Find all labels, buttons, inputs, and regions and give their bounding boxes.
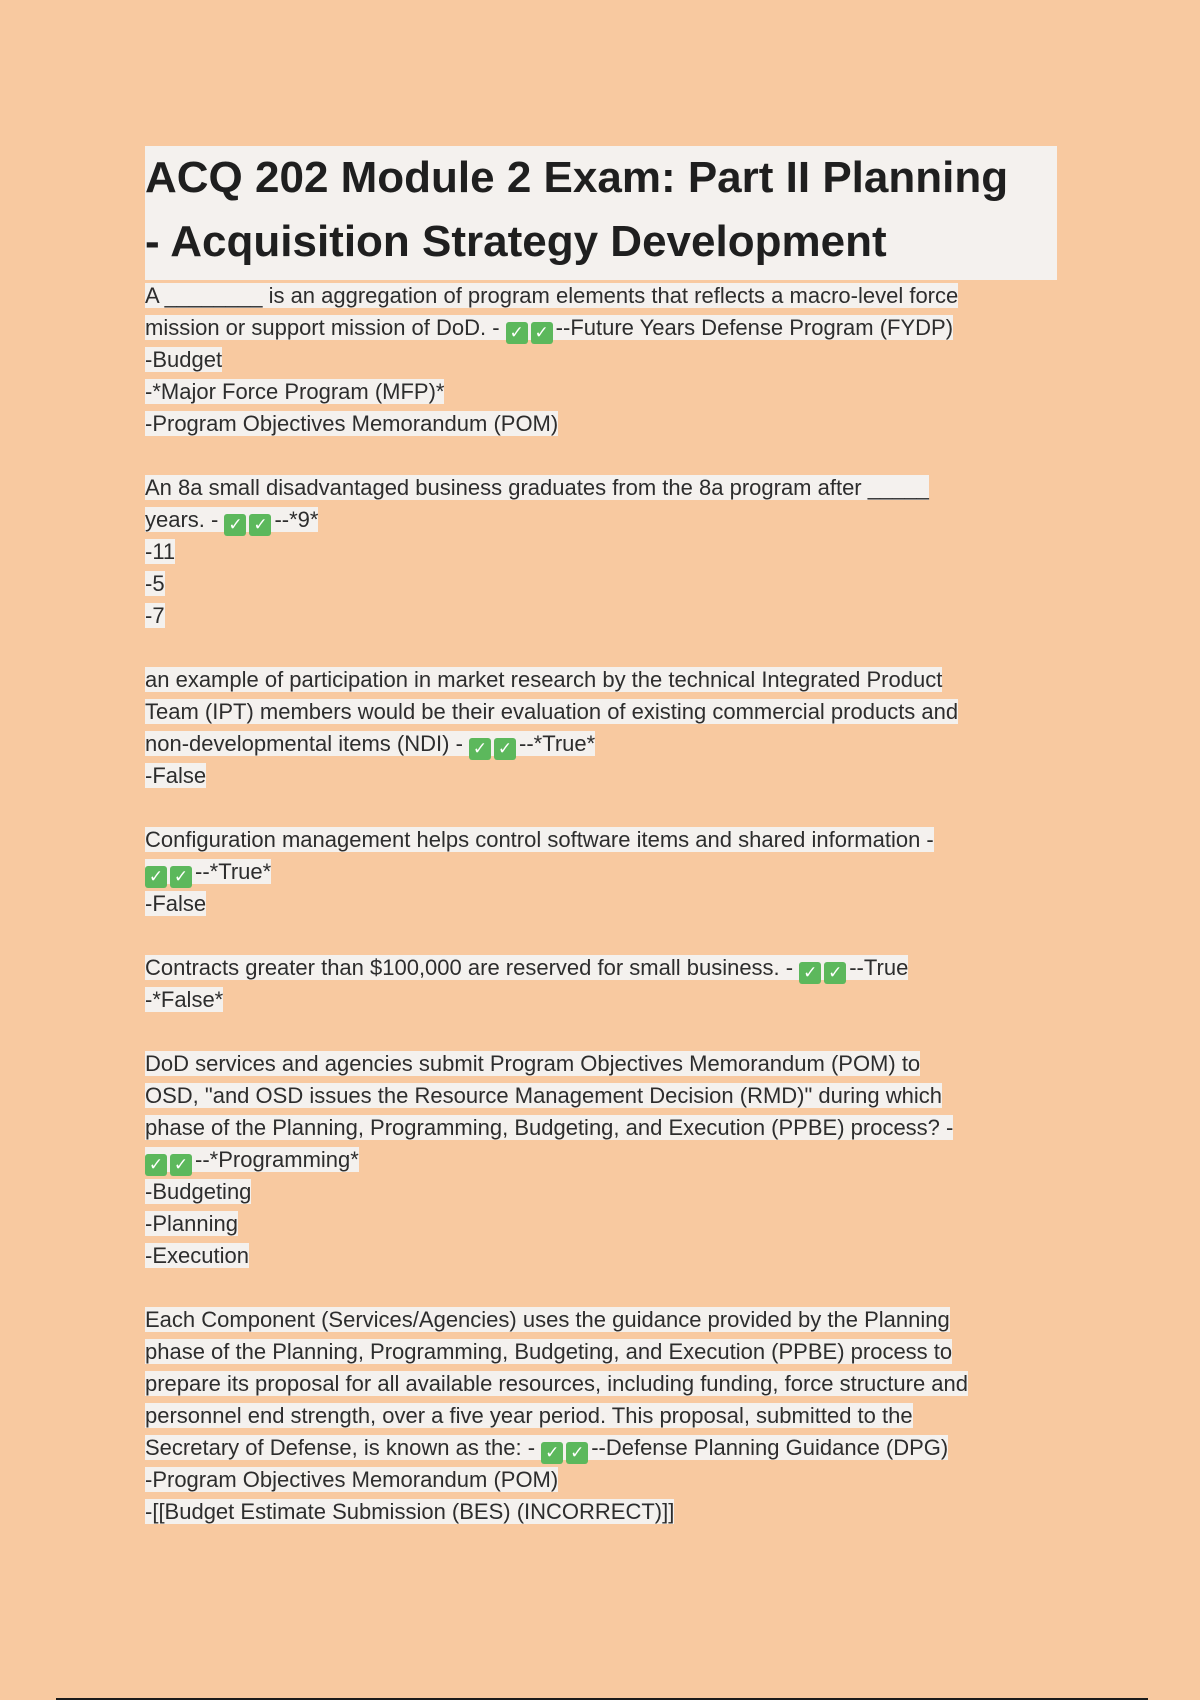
highlighted-text	[145, 1435, 949, 1463]
text-segment: phase of the Planning, Programming, Budgeting, and Execution (PPBE) process to	[145, 1339, 953, 1364]
check-mark-icon: ✓	[494, 738, 516, 760]
highlighted-text	[145, 827, 934, 852]
check-mark-icon: ✓	[824, 962, 846, 984]
question-block	[145, 952, 1065, 1016]
text-segment: -False	[145, 763, 207, 788]
document-title	[145, 146, 1057, 280]
highlighted-text	[145, 539, 175, 564]
text-segment: DoD services and agencies submit Program Objectives Memorandum (POM) to	[145, 1051, 921, 1076]
question-line	[145, 1080, 1065, 1112]
text-segment: -Execution	[145, 1243, 249, 1268]
question-line	[145, 1464, 1065, 1496]
text-segment: --*Programming*	[195, 1147, 359, 1172]
text-segment: -Program Objectives Memorandum (POM)	[145, 411, 559, 436]
question-block	[145, 824, 1065, 920]
text-segment: -5	[145, 571, 165, 596]
highlighted-text	[145, 1179, 251, 1204]
question-line	[145, 600, 1065, 632]
check-mark-icon: ✓	[469, 738, 491, 760]
question-block	[145, 1048, 1065, 1272]
text-segment: non-developmental items (NDI) -	[145, 731, 470, 756]
question-line	[145, 824, 1065, 856]
question-line	[145, 760, 1065, 792]
text-segment: phase of the Planning, Programming, Budgeting, and Execution (PPBE) process? -	[145, 1115, 954, 1140]
question-line	[145, 1432, 1065, 1464]
highlighted-text	[145, 507, 319, 535]
question-line	[145, 280, 1065, 312]
highlighted-text	[145, 475, 929, 500]
question-line	[145, 408, 1065, 440]
highlighted-text	[145, 955, 909, 983]
answer-check-marks	[799, 955, 849, 983]
highlighted-text	[145, 379, 444, 404]
highlighted-text	[145, 1211, 238, 1236]
document-page	[145, 146, 1065, 1528]
question-line	[145, 1176, 1065, 1208]
question-line	[145, 1496, 1065, 1528]
answer-check-marks	[506, 315, 556, 343]
highlighted-text	[145, 347, 222, 372]
text-segment: Each Component (Services/Agencies) uses the guidance provided by the Planning	[145, 1307, 950, 1332]
text-segment: -*Major Force Program (MFP)*	[145, 379, 445, 404]
question-list	[145, 280, 1065, 1528]
question-line	[145, 536, 1065, 568]
question-line	[145, 664, 1065, 696]
text-segment: an example of participation in market research by the technical Integrated Product	[145, 667, 943, 692]
question-line	[145, 568, 1065, 600]
question-block	[145, 664, 1065, 792]
text-segment: OSD, "and OSD issues the Resource Management Decision (RMD)" during which	[145, 1083, 942, 1108]
title-line-2: - Acquisition Strategy Development	[145, 217, 887, 266]
text-segment: Configuration management helps control software items and shared information -	[145, 827, 934, 852]
answer-check-marks	[145, 1147, 195, 1175]
highlighted-text	[145, 1307, 950, 1332]
question-line	[145, 1304, 1065, 1336]
text-segment: personnel end strength, over a five year period. This proposal, submitted to the	[145, 1403, 913, 1428]
highlighted-text	[145, 1051, 920, 1076]
text-segment: -*False*	[145, 987, 224, 1012]
highlighted-text	[145, 1243, 249, 1268]
highlighted-text	[145, 411, 558, 436]
highlighted-text	[145, 571, 165, 596]
text-segment: Contracts greater than $100,000 are reserved for small business. -	[145, 955, 800, 980]
check-mark-icon: ✓	[224, 514, 246, 536]
answer-check-marks	[224, 507, 274, 535]
highlighted-text	[145, 1467, 558, 1492]
text-segment: -False	[145, 891, 207, 916]
text-segment: -Budgeting	[145, 1179, 252, 1204]
text-segment: A ________ is an aggregation of program elements that reflects a macro-level force	[145, 283, 959, 308]
check-mark-icon: ✓	[541, 1442, 563, 1464]
question-line	[145, 856, 1065, 888]
text-segment: --*True*	[195, 859, 272, 884]
highlighted-text	[145, 603, 165, 628]
highlighted-text	[145, 283, 958, 308]
text-segment: An 8a small disadvantaged business graduates from the 8a program after _____	[145, 475, 929, 500]
text-segment: -Program Objectives Memorandum (POM)	[145, 1467, 559, 1492]
text-segment: --*9*	[274, 507, 319, 532]
question-line	[145, 472, 1065, 504]
answer-check-marks	[145, 859, 195, 887]
question-line	[145, 1336, 1065, 1368]
text-segment: mission or support mission of DoD. -	[145, 315, 506, 340]
check-mark-icon: ✓	[799, 962, 821, 984]
highlighted-text	[145, 1115, 953, 1140]
text-segment: -[[Budget Estimate Submission (BES) (INCORRECT)]]	[145, 1499, 675, 1524]
check-mark-icon: ✓	[506, 322, 528, 344]
check-mark-icon: ✓	[145, 1154, 167, 1176]
question-line	[145, 1112, 1065, 1144]
highlighted-text	[145, 699, 958, 724]
question-block	[145, 1304, 1065, 1528]
check-mark-icon: ✓	[145, 866, 167, 888]
text-segment: -Budget	[145, 347, 223, 372]
text-segment: years. -	[145, 507, 225, 532]
answer-check-marks	[469, 731, 519, 759]
text-segment: Secretary of Defense, is known as the: -	[145, 1435, 542, 1460]
highlighted-text	[145, 891, 206, 916]
highlighted-text	[145, 1147, 359, 1175]
question-line	[145, 696, 1065, 728]
highlighted-text	[145, 1371, 968, 1396]
check-mark-icon: ✓	[170, 1154, 192, 1176]
question-line	[145, 984, 1065, 1016]
question-line	[145, 1048, 1065, 1080]
highlighted-text	[145, 859, 272, 887]
question-line	[145, 376, 1065, 408]
answer-check-marks	[541, 1435, 591, 1463]
question-block	[145, 472, 1065, 632]
highlighted-text	[145, 987, 223, 1012]
question-line	[145, 1144, 1065, 1176]
question-block	[145, 280, 1065, 440]
question-line	[145, 1208, 1065, 1240]
highlighted-text	[145, 1083, 942, 1108]
check-mark-icon: ✓	[249, 514, 271, 536]
title-line-1: ACQ 202 Module 2 Exam: Part II Planning	[145, 153, 1009, 202]
highlighted-text	[145, 731, 596, 759]
check-mark-icon: ✓	[170, 866, 192, 888]
check-mark-icon: ✓	[531, 322, 553, 344]
question-line	[145, 344, 1065, 376]
highlighted-text	[145, 1499, 674, 1524]
question-line	[145, 504, 1065, 536]
text-segment: -11	[145, 539, 176, 564]
question-line	[145, 1240, 1065, 1272]
question-line	[145, 1368, 1065, 1400]
text-segment: --True	[849, 955, 909, 980]
text-segment: -7	[145, 603, 165, 628]
text-segment: -Planning	[145, 1211, 238, 1236]
highlighted-text	[145, 763, 206, 788]
highlighted-text	[145, 1339, 952, 1364]
text-segment: prepare its proposal for all available resources, including funding, force structure and	[145, 1371, 969, 1396]
text-segment: Team (IPT) members would be their evaluation of existing commercial products and	[145, 699, 959, 724]
question-line	[145, 1400, 1065, 1432]
question-line	[145, 312, 1065, 344]
question-line	[145, 728, 1065, 760]
question-line	[145, 888, 1065, 920]
text-segment: --*True*	[519, 731, 596, 756]
text-segment: --Future Years Defense Program (FYDP)	[555, 315, 954, 340]
check-mark-icon: ✓	[566, 1442, 588, 1464]
highlighted-text	[145, 315, 954, 343]
question-line	[145, 952, 1065, 984]
text-segment: --Defense Planning Guidance (DPG)	[591, 1435, 949, 1460]
highlighted-text	[145, 667, 942, 692]
highlighted-text	[145, 1403, 913, 1428]
